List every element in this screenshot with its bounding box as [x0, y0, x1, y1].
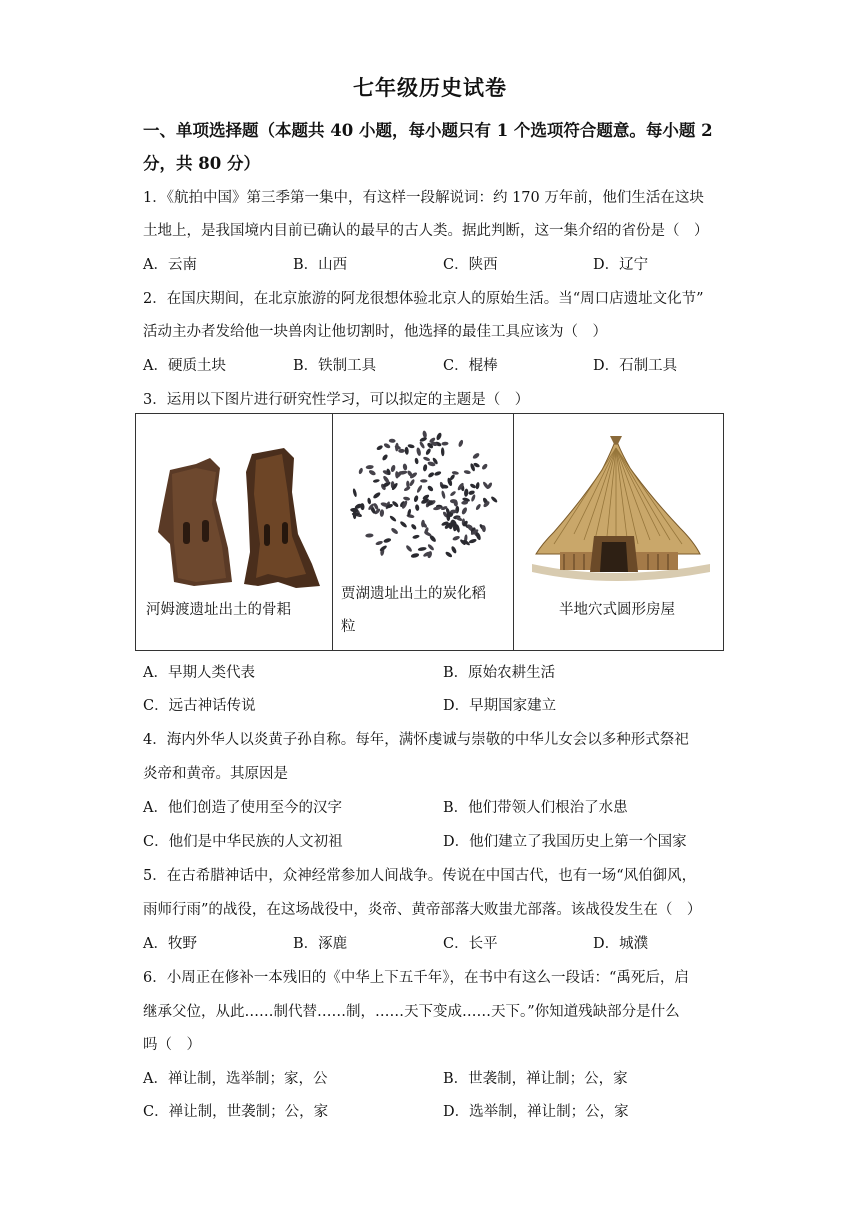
- rice-grain: [425, 448, 432, 456]
- rice-grain: [410, 552, 419, 558]
- rice-grain: [390, 527, 399, 535]
- rice-grain: [423, 456, 431, 462]
- q6-option-b: B．世袭制，禅让制；公，家: [443, 1071, 628, 1087]
- rice-grain: [427, 543, 435, 551]
- rice-grain: [452, 535, 460, 541]
- q6-option-c: C．禅让制，世袭制；公，家: [143, 1104, 329, 1120]
- rice-grain: [376, 444, 384, 451]
- q3-option-b: B．原始农耕生活: [443, 665, 556, 681]
- rice-grain: [373, 479, 380, 483]
- rice-grain: [367, 497, 372, 504]
- q2-option-d: D．石制工具: [593, 358, 678, 374]
- section-heading-line2: 分，共 80 分）: [143, 154, 260, 173]
- rice-grain: [352, 512, 360, 515]
- rice-grain: [420, 479, 427, 482]
- q6-option-d: D．选举制，禅让制；公，家: [443, 1104, 629, 1120]
- caption-round-house: 半地穴式圆形房屋: [559, 602, 675, 618]
- q1-text-line2: 土地上，是我国境内目前已确认的最早的古人类。据此判断，这一集介绍的省份是（ ）: [143, 223, 709, 239]
- q6-text-line3: 吗（ ）: [143, 1037, 201, 1053]
- rice-grain: [416, 484, 423, 493]
- q4-text-line2: 炎帝和黄帝。其原因是: [143, 766, 288, 782]
- rice-grain: [418, 547, 427, 552]
- q3-option-d: D．早期国家建立: [443, 698, 557, 714]
- q4-option-c: C．他们是中华民族的人文初祖: [143, 834, 343, 850]
- rice-grain: [469, 483, 476, 490]
- rice-grain: [352, 488, 357, 497]
- q4-option-d: D．他们建立了我国历史上第一个国家: [443, 834, 687, 850]
- rice-grain: [472, 452, 480, 460]
- rice-grain: [434, 471, 442, 477]
- figure-cell-carbonized-rice: [333, 414, 514, 650]
- caption-carbonized-rice-line1: 贾湖遗址出土的炭化稻: [341, 586, 486, 602]
- rice-grain: [403, 496, 411, 501]
- rice-grain: [423, 464, 428, 472]
- q2-option-c: C．棍棒: [443, 358, 498, 374]
- q6-text-line1: 6．小周正在修补一本残旧的《中华上下五千年》，在书中有这么一段话：“禹死后，启: [143, 970, 689, 986]
- q1-option-c: C．陕西: [443, 257, 498, 273]
- q4-option-a: A．他们创造了使用至今的汉字: [143, 800, 342, 816]
- page-title: 七年级历史试卷: [353, 75, 507, 100]
- rice-grain: [458, 439, 464, 447]
- rice-grain: [390, 464, 396, 472]
- rice-grain: [461, 507, 468, 516]
- q5-option-b: B．涿鹿: [293, 936, 348, 952]
- rice-grain: [413, 495, 419, 503]
- rice-grain: [372, 491, 381, 499]
- rice-grain: [381, 453, 388, 461]
- caption-carbonized-rice-line2: 粒: [341, 619, 356, 635]
- q3-figure-table: [135, 413, 724, 651]
- rice-grain: [389, 515, 397, 522]
- q2-option-a: A．硬质土块: [143, 358, 226, 374]
- q1-option-b: B．山西: [293, 257, 348, 273]
- rice-grain: [414, 458, 419, 465]
- q5-option-c: C．长平: [443, 936, 498, 952]
- rice-grain: [490, 496, 498, 504]
- rice-grain: [379, 509, 384, 517]
- rice-grain: [449, 490, 456, 497]
- rice-grain: [475, 482, 480, 490]
- q6-option-a: A．禅让制，选举制；家，公: [143, 1071, 328, 1087]
- rice-grain: [391, 500, 399, 508]
- q3-option-c: C．远古神话传说: [143, 698, 256, 714]
- rice-grain: [441, 442, 448, 446]
- q1-text-line1: 1．《航拍中国》第三季第一集中，有这样一段解说词：约 170 万年前，他们生活在这块: [143, 190, 704, 206]
- rice-grain: [470, 494, 476, 502]
- q3-option-a: A．早期人类代表: [143, 665, 255, 681]
- rice-grain: [383, 442, 391, 449]
- figure-cell-round-house: [514, 414, 723, 650]
- rice-grain: [389, 439, 396, 443]
- q2-option-b: B．铁制工具: [293, 358, 377, 374]
- q6-text-line2: 继承父位，从此……制代替……制，……天下变成……天下。”你知道残缺部分是什么: [143, 1004, 680, 1020]
- rice-grain: [409, 479, 416, 487]
- rice-grain: [464, 488, 469, 497]
- q4-text-line1: 4．海内外华人以炎黄子孙自称。每年，满怀虔诚与崇敬的中华儿女会以多种形式祭祀: [143, 732, 689, 748]
- rice-grain: [365, 533, 373, 538]
- rice-grain: [452, 471, 459, 475]
- rice-grain: [383, 537, 392, 543]
- carbonized-rice-image: [333, 414, 514, 650]
- q1-option-d: D．辽宁: [593, 257, 649, 273]
- rice-grain: [399, 520, 408, 528]
- rice-grain: [402, 463, 407, 470]
- rice-grain: [422, 430, 427, 438]
- rice-grain: [435, 432, 442, 441]
- rice-grain: [441, 447, 445, 456]
- rice-grain: [410, 523, 417, 530]
- rice-grain: [415, 504, 420, 511]
- section-heading-line1: 一、单项选择题（本题共 40 小题，每小题只有 1 个选项符合题意。每小题 2: [143, 121, 713, 140]
- rice-grain: [427, 471, 435, 478]
- rice-grain: [468, 538, 477, 544]
- q3-text-line1: 3．运用以下图片进行研究性学习，可以拟定的主题是（ ）: [143, 392, 530, 408]
- q2-text-line1: 2．在国庆期间，在北京旅游的阿龙很想体验北京人的原始生活。当“周口店遗址文化节”: [143, 291, 704, 307]
- rice-grain: [398, 449, 405, 453]
- rice-grain: [395, 443, 399, 452]
- rice-grain: [450, 545, 457, 554]
- rice-grain: [366, 465, 374, 470]
- q2-text-line2: 活动主办者发给他一块兽肉让他切割时，他选择的最佳工具应该为（ ）: [143, 324, 607, 340]
- q5-text-line2: 雨师行雨”的战役，在这场战役中，炎帝、黄帝部落大败蚩尤部落。该战役发生在（ ）: [143, 902, 702, 918]
- rice-grain: [358, 467, 364, 474]
- figure-cell-bone-spade: [136, 414, 333, 650]
- rice-grain: [407, 444, 415, 449]
- rice-grain: [412, 534, 420, 539]
- rice-grain: [441, 490, 446, 499]
- rice-grain: [445, 551, 453, 559]
- q4-option-b: B．他们带领人们根治了水患: [443, 800, 628, 816]
- rice-grain: [419, 441, 426, 449]
- rice-grain: [416, 447, 422, 456]
- rice-grain: [368, 469, 377, 476]
- q5-option-d: D．城濮: [593, 936, 649, 952]
- rice-grain: [375, 540, 383, 546]
- q1-option-a: A．云南: [143, 257, 197, 273]
- rice-grain: [404, 447, 409, 455]
- rice-grain: [481, 463, 488, 471]
- rice-grain: [427, 485, 435, 492]
- rice-grain: [405, 544, 413, 552]
- q5-text-line1: 5．在古希腊神话中，众神经常参加人间战争。传说在中国古代，也有一场“风伯御风，: [143, 868, 697, 884]
- caption-bone-spade: 河姆渡遗址出土的骨耜: [146, 602, 291, 618]
- q5-option-a: A．牧野: [143, 936, 197, 952]
- rice-grain: [475, 503, 482, 511]
- rice-grain: [464, 470, 472, 475]
